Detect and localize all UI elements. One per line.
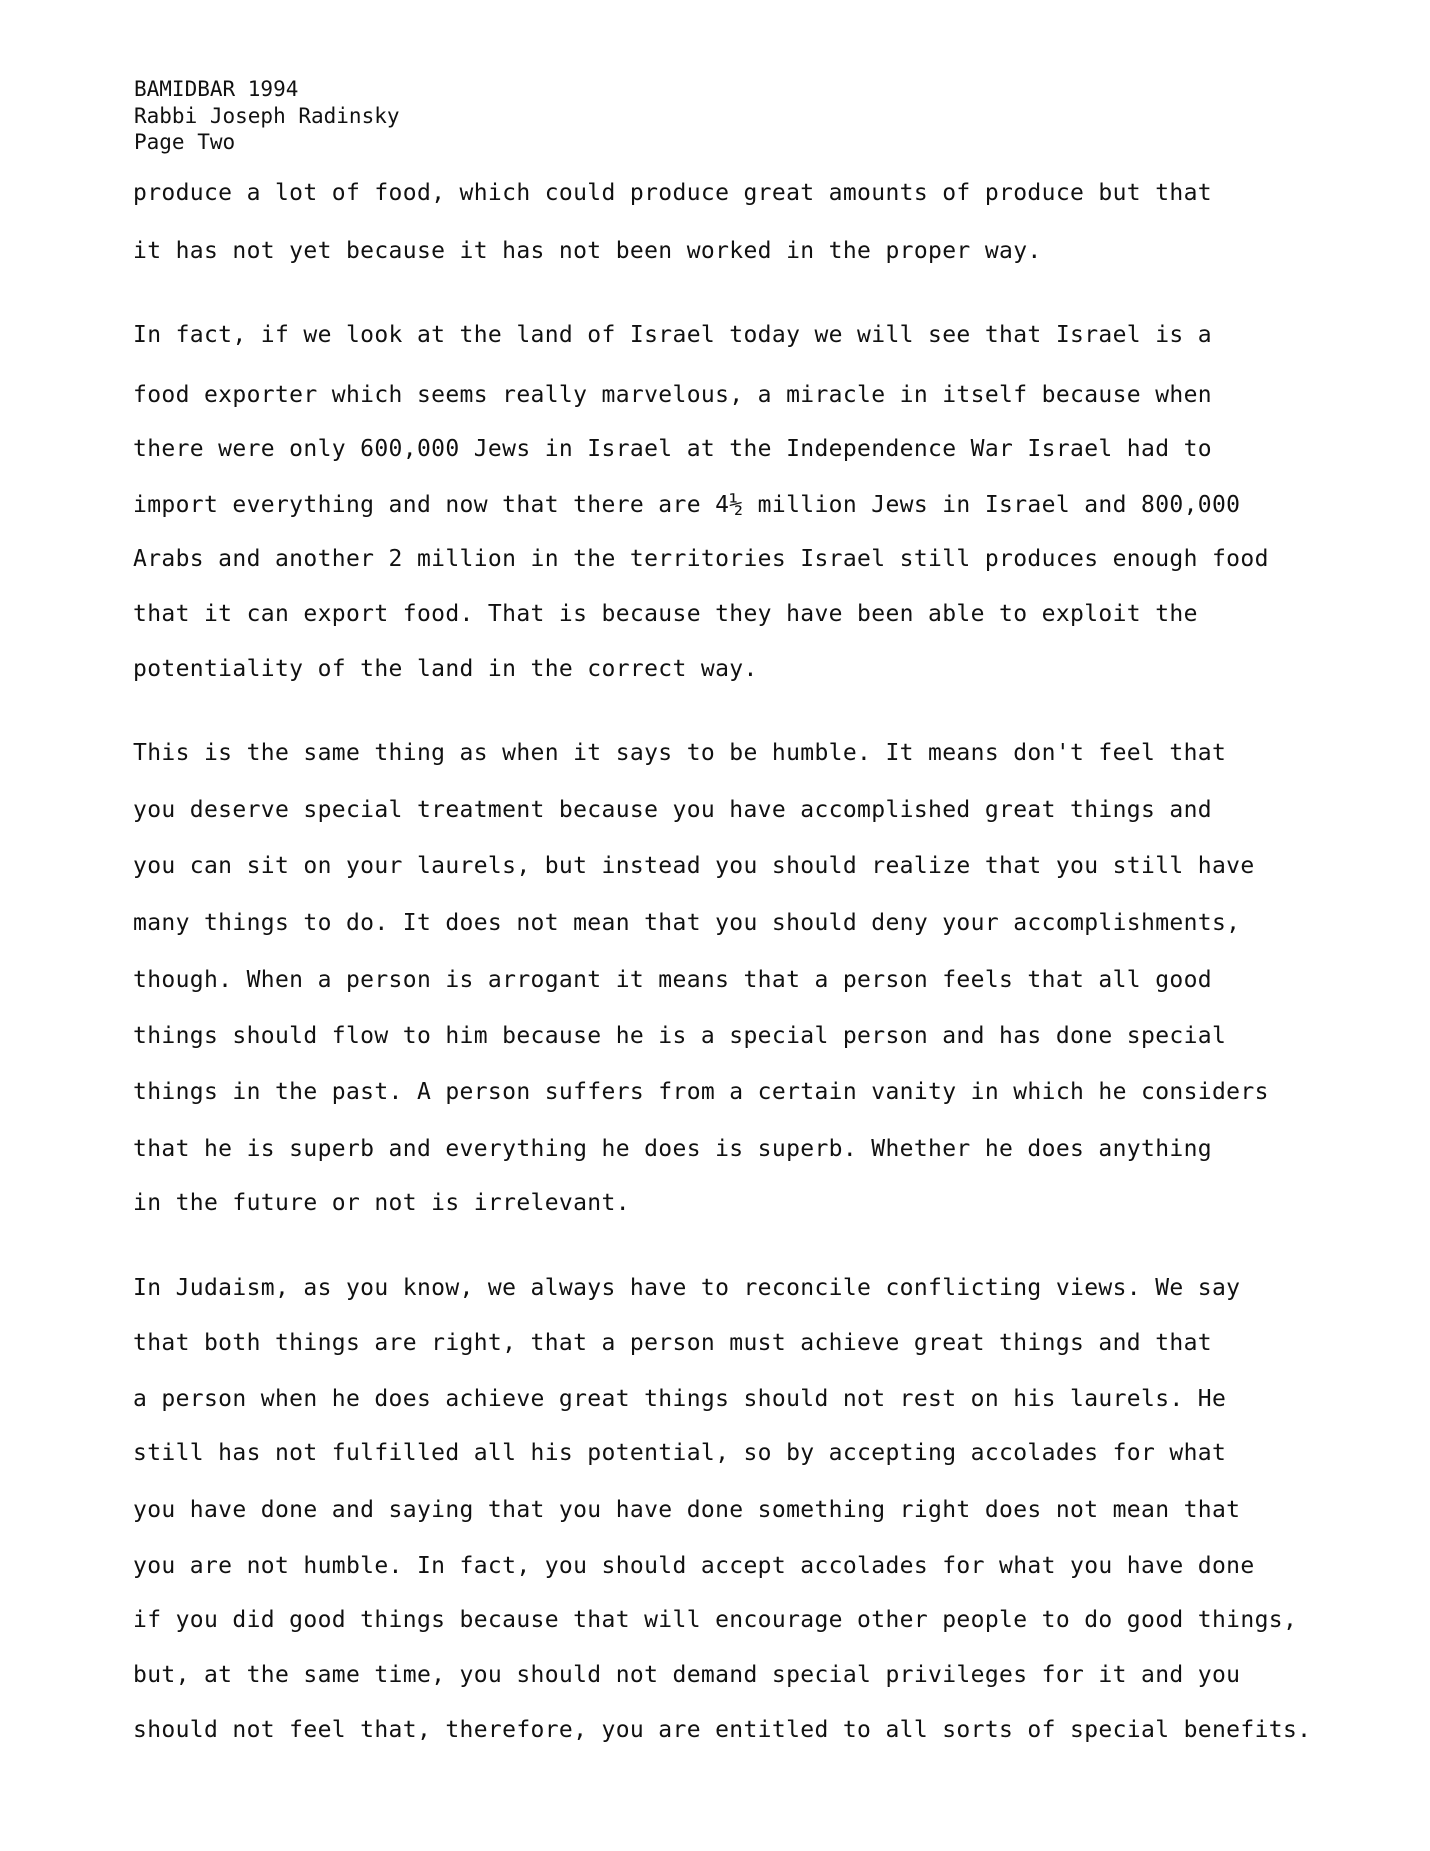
text-line: if you did good things because that will encourage other people to do good things, bbox=[133, 1607, 1298, 1633]
text-line: many things to do. It does not mean that you should deny your accomplishments, bbox=[133, 910, 1241, 936]
text-line: you deserve special treatment because you have accomplished great things and bbox=[133, 797, 1212, 823]
text-line: potentiality of the land in the correct way. bbox=[133, 656, 758, 682]
text-line: that it can export food. That is because they have been able to exploit the bbox=[133, 601, 1198, 627]
text-line: should not feel that, therefore, you are entitled to all sorts of special benefits. bbox=[133, 1717, 1312, 1743]
text-line: you have done and saying that you have done something right does not mean that bbox=[133, 1497, 1241, 1523]
text-line: there were only 600,000 Jews in Israel at the Independence War Israel had to bbox=[133, 436, 1212, 462]
text-line: a person when he does achieve great things should not rest on his laurels. He bbox=[133, 1386, 1227, 1412]
text-line: produce a lot of food, which could produce great amounts of produce but that bbox=[133, 180, 1212, 206]
text-line: you can sit on your laurels, but instead you should realize that you still have bbox=[133, 853, 1255, 879]
text-line: In fact, if we look at the land of Israel today we will see that Israel is a bbox=[133, 322, 1212, 348]
text-line: food exporter which seems really marvelous, a miracle in itself because when bbox=[133, 382, 1212, 408]
page-header bbox=[134, 76, 400, 156]
text-line: things in the past. A person suffers from a certain vanity in which he considers bbox=[133, 1079, 1269, 1105]
text-line: that both things are right, that a person must achieve great things and that bbox=[133, 1330, 1212, 1356]
text-line: though. When a person is arrogant it means that a person feels that all good bbox=[133, 967, 1212, 993]
text-line: import everything and now that there are 4½ million Jews in Israel and 800,000 bbox=[133, 492, 1241, 518]
text-line: you are not humble. In fact, you should accept accolades for what you have done bbox=[133, 1553, 1255, 1579]
text-line: it has not yet because it has not been worked in the proper way. bbox=[133, 238, 1042, 264]
text-line: In Judaism, as you know, we always have to reconcile conflicting views. We say bbox=[133, 1275, 1241, 1301]
text-line: that he is superb and everything he does is superb. Whether he does anything bbox=[133, 1136, 1212, 1162]
document-title: BAMIDBAR 1994 bbox=[134, 77, 299, 101]
text-line: things should flow to him because he is a special person and has done special bbox=[133, 1023, 1227, 1049]
text-line: This is the same thing as when it says to be humble. It means don't feel that bbox=[133, 740, 1227, 766]
text-line: but, at the same time, you should not demand special privileges for it and you bbox=[133, 1662, 1241, 1688]
text-line: still has not fulfilled all his potential, so by accepting accolades for what bbox=[133, 1440, 1227, 1466]
page-number: Page Two bbox=[134, 130, 236, 154]
text-line: Arabs and another 2 million in the territories Israel still produces enough food bbox=[133, 546, 1269, 572]
author-name: Rabbi Joseph Radinsky bbox=[134, 103, 400, 128]
text-line: in the future or not is irrelevant. bbox=[133, 1190, 630, 1216]
